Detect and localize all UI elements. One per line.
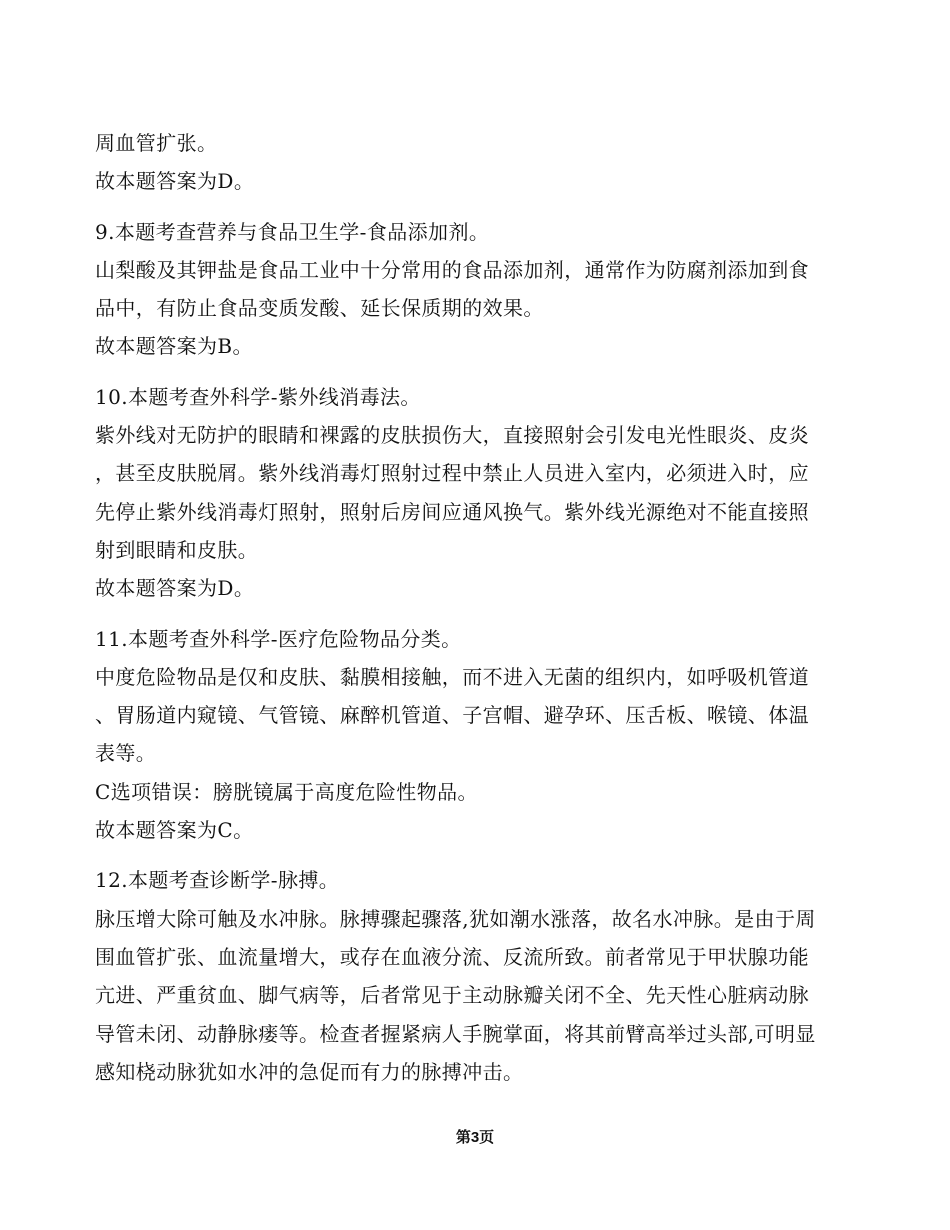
text-line: 故本题答案为C。 xyxy=(95,818,254,843)
text-line: C选项错误：膀胱镜属于高度危险性物品。 xyxy=(95,779,478,804)
text-line: 先停止紫外线消毒灯照射，照射后房间应通风换气。紫外线光源绝对不能直接照 xyxy=(95,499,809,524)
text-line: 故本题答案为D。 xyxy=(95,576,255,601)
answer-explanation-block xyxy=(95,378,885,608)
text-line: ，甚至皮肤脱屑。紫外线消毒灯照射过程中禁止人员进入室内，必须进入时，应 xyxy=(95,461,809,486)
question-heading: 11.本题考查外科学-医疗危险物品分类。 xyxy=(95,626,462,651)
text-line: 表等。 xyxy=(95,741,157,766)
text-line: 围血管扩张、血流量增大，或存在血液分流、反流所致。前者常见于甲状腺功能 xyxy=(95,944,809,969)
text-line: 中度危险物品是仅和皮肤、黏膜相接触，而不进入无菌的组织内，如呼吸机管道 xyxy=(95,664,809,689)
answer-explanation-block xyxy=(95,620,885,850)
question-heading: 12.本题考查诊断学-脉搏。 xyxy=(95,868,340,893)
answer-explanation-block xyxy=(95,213,885,366)
text-line: 脉压增大除可触及水冲脉。脉搏骤起骤落,犹如潮水涨落，故名水冲脉。是由于周 xyxy=(95,906,816,931)
text-line: 亢进、严重贫血、脚气病等，后者常见于主动脉瓣关闭不全、先天性心脏病动脉 xyxy=(95,983,809,1008)
text-line: 射到眼睛和皮肤。 xyxy=(95,537,259,562)
question-heading: 9.本题考查营养与食品卫生学-食品添加剂。 xyxy=(95,219,490,244)
answer-explanation-block xyxy=(95,861,885,1091)
page-number: 第3页 xyxy=(455,1129,495,1146)
text-line: 山梨酸及其钾盐是食品工业中十分常用的食品添加剂，通常作为防腐剂添加到食 xyxy=(95,257,809,282)
text-line: 导管未闭、动静脉瘘等。检查者握紧病人手腕掌面，将其前臂高举过头部,可明显 xyxy=(95,1021,816,1046)
question-heading: 10.本题考查外科学-紫外线消毒法。 xyxy=(95,384,421,409)
text-line: 品中，有防止食品变质发酸、延长保质期的效果。 xyxy=(95,296,544,321)
document-body xyxy=(95,124,885,1103)
text-line: 紫外线对无防护的眼睛和裸露的皮肤损伤大，直接照射会引发电光性眼炎、皮炎 xyxy=(95,423,809,448)
text-line: 感知桡动脉犹如水冲的急促而有力的脉搏冲击。 xyxy=(95,1059,524,1084)
text-line: 周血管扩张。 xyxy=(95,131,218,155)
text-line: 故本题答案为B。 xyxy=(95,334,253,359)
text-line: 故本题答案为D。 xyxy=(95,169,255,194)
answer-explanation-block xyxy=(95,124,885,201)
text-line: 、胃肠道内窥镜、气管镜、麻醉机管道、子宫帽、避孕环、压舌板、喉镜、体温 xyxy=(95,703,809,728)
